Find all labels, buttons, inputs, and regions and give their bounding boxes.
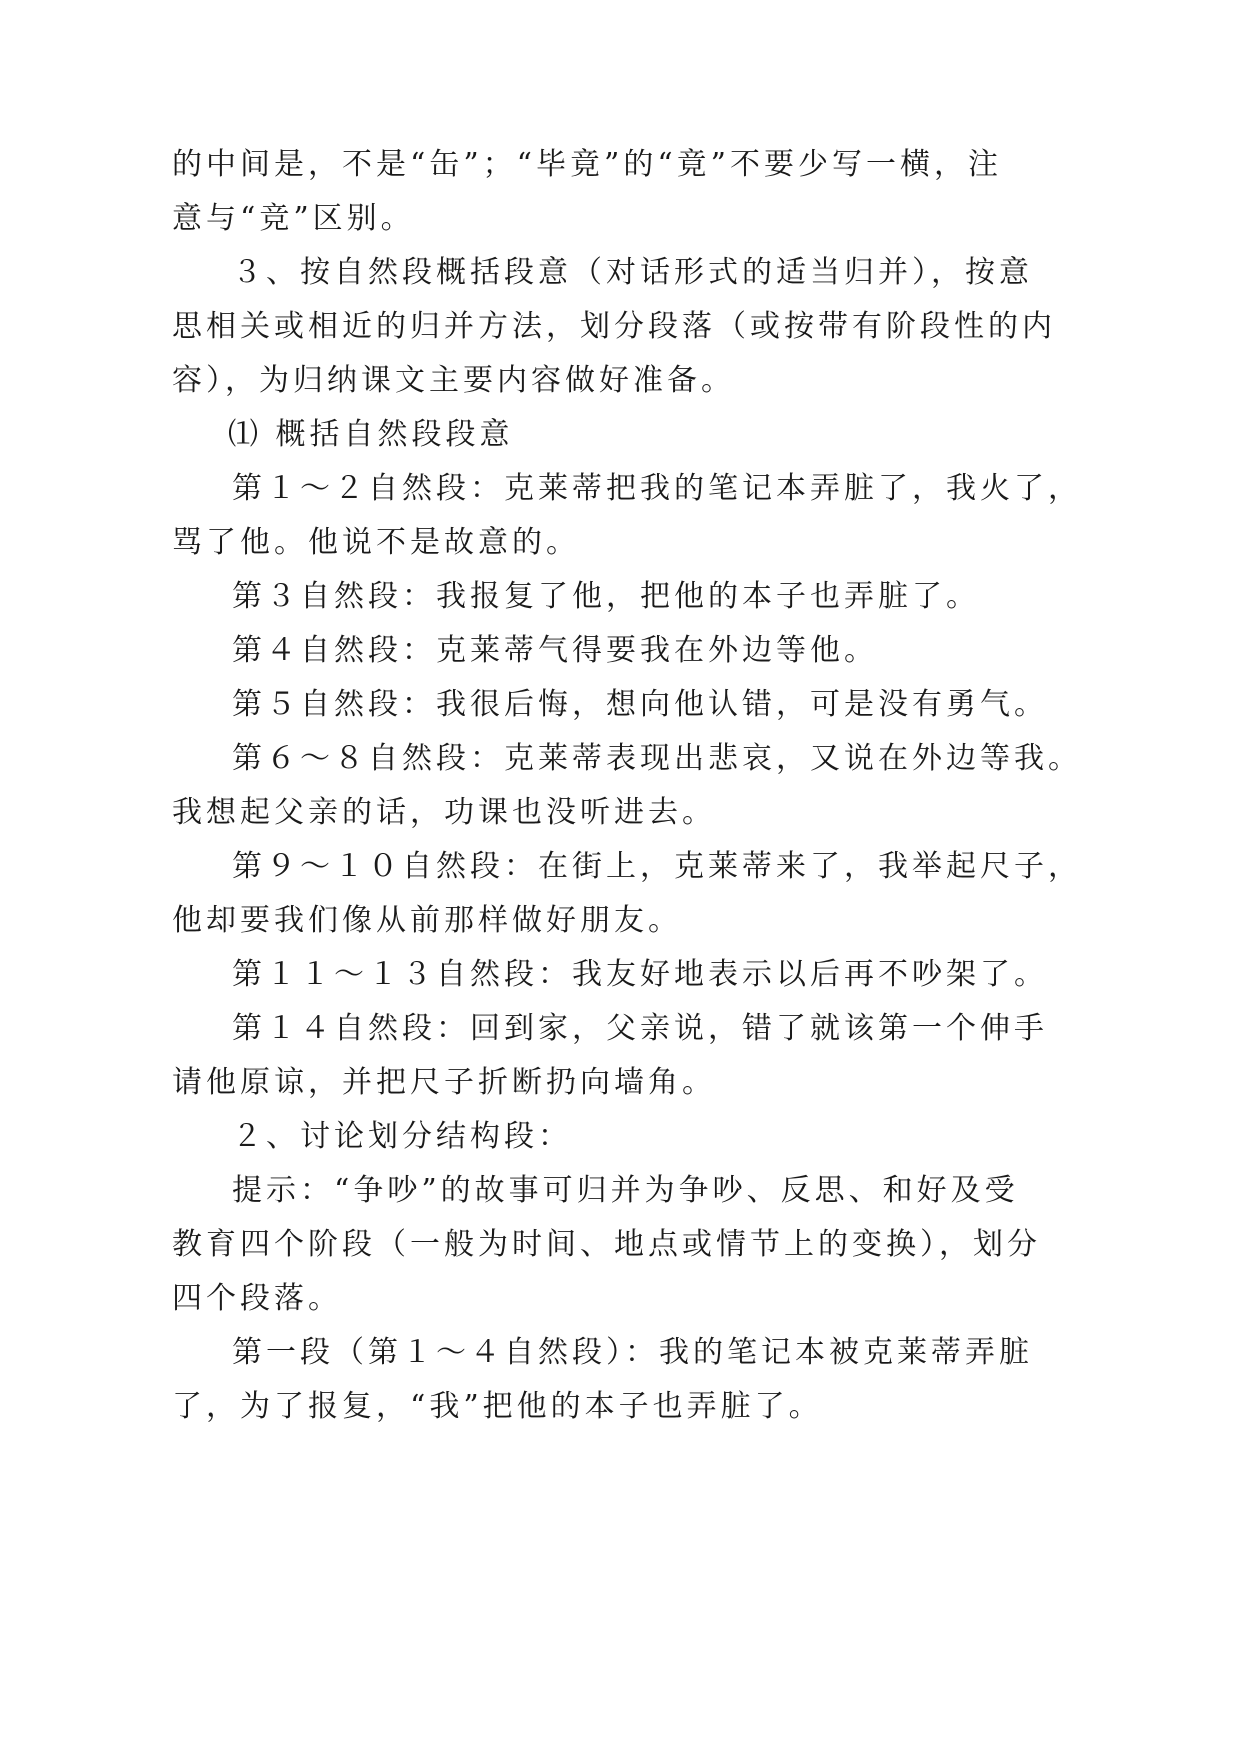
text-line: 思相关或相近的归并方法，划分段落（或按带有阶段性的内 xyxy=(172,309,1056,344)
text-line: 第一段（第１～４自然段）：我的笔记本被克莱蒂弄脏 xyxy=(232,1335,1033,1370)
text-line: 他却要我们像从前那样做好朋友。 xyxy=(172,903,682,938)
text-line: 第９～１０自然段：在街上，克莱蒂来了，我举起尺子， xyxy=(232,849,1082,884)
text-line: 我想起父亲的话，功课也没听进去。 xyxy=(172,795,716,830)
text-line: ２、讨论划分结构段： xyxy=(232,1119,572,1154)
text-line: 请他原谅，并把尺子折断扔向墙角。 xyxy=(172,1065,716,1100)
text-line: ⑴ 概括自然段段意 xyxy=(228,417,514,452)
text-line: 容），为归纳课文主要内容做好准备。 xyxy=(172,363,735,398)
text-line: 第４自然段：克莱蒂气得要我在外边等他。 xyxy=(232,633,878,668)
text-line: 骂了他。他说不是故意的。 xyxy=(172,525,580,560)
text-line: 提示：“争吵”的故事可归并为争吵、反思、和好及受 xyxy=(232,1173,1019,1208)
text-line: ３、按自然段概括段意（对话形式的适当归并），按意 xyxy=(232,255,1033,290)
text-line: 教育四个阶段（一般为时间、地点或情节上的变换），划分 xyxy=(172,1227,1041,1262)
text-line: 第５自然段：我很后悔，想向他认错，可是没有勇气。 xyxy=(232,687,1048,722)
text-line: 的中间是，不是“缶”；“毕竟”的“竟”不要少写一横，注 xyxy=(172,147,1003,182)
text-line: 第６～８自然段：克莱蒂表现出悲哀，又说在外边等我。 xyxy=(232,741,1082,776)
text-line: 第１１～１３自然段：我友好地表示以后再不吵架了。 xyxy=(232,957,1048,992)
text-line: 四个段落。 xyxy=(172,1281,342,1316)
text-line: 第１４自然段：回到家，父亲说，错了就该第一个伸手 xyxy=(232,1011,1048,1046)
text-line: 意与“竞”区别。 xyxy=(172,201,415,236)
text-line: 了，为了报复，“我”把他的本子也弄脏了。 xyxy=(172,1389,823,1424)
text-line: 第３自然段：我报复了他，把他的本子也弄脏了。 xyxy=(232,579,980,614)
text-line: 第１～２自然段：克莱蒂把我的笔记本弄脏了，我火了， xyxy=(232,471,1082,506)
